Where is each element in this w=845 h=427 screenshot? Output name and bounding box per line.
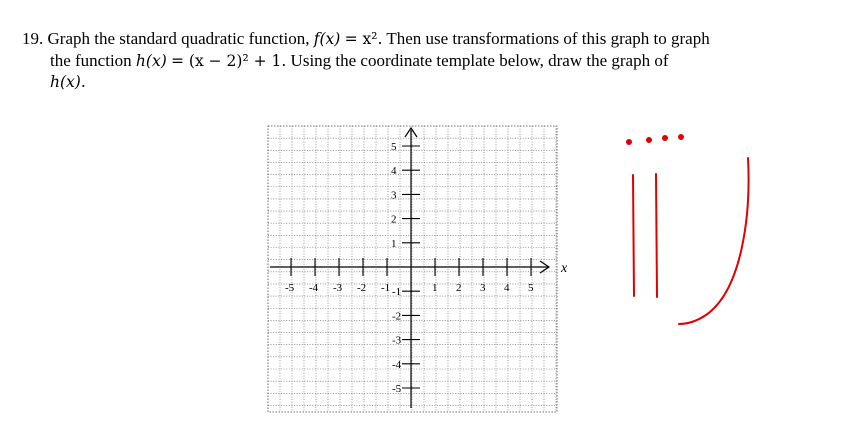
red-dot	[626, 139, 632, 145]
x-tick-label: 5	[528, 282, 534, 294]
y-tick-label: -3	[392, 334, 402, 347]
x-tick-label: 4	[504, 282, 510, 294]
x-tick-label: -4	[309, 282, 319, 294]
x-tick-label: 2	[456, 282, 462, 294]
function-h-equation: = (x − 2)² + 1.	[171, 52, 287, 70]
x-axis-label: x	[561, 261, 568, 276]
y-tick-label: -4	[392, 358, 402, 371]
red-vertical-line-1	[633, 175, 634, 296]
function-h-label: h(x)	[135, 52, 167, 70]
y-tick-label: -5	[392, 383, 402, 395]
x-tick-label: -2	[357, 282, 367, 294]
x-tick-label: -5	[285, 282, 295, 294]
red-curve	[679, 158, 749, 324]
y-tick-label: -2	[392, 310, 402, 323]
y-tick-label: 4	[391, 165, 397, 178]
x-tick-label: -3	[333, 282, 343, 294]
problem-number: 19.	[22, 29, 44, 48]
red-dot	[662, 135, 668, 141]
y-tick-label: -1	[392, 286, 402, 299]
function-f-equation: = x².	[344, 30, 383, 48]
x-tick-label: -1	[381, 282, 391, 294]
y-tick-label: 1	[391, 237, 397, 250]
x-tick-label: 3	[480, 282, 486, 294]
red-dot	[646, 137, 652, 143]
problem-text-1a: Graph the standard quadratic function,	[47, 29, 310, 48]
y-tick-label: 3	[391, 189, 397, 202]
problem-line-3: h(x).	[50, 73, 86, 91]
y-tick-label: 5	[391, 141, 397, 153]
problem-text-2a: the function	[50, 51, 132, 70]
red-dot	[678, 134, 684, 140]
y-tick-label: 2	[391, 213, 397, 226]
problem-text-2b: Using the coordinate template below, draw the graph of	[290, 51, 669, 70]
problem-text-1b: Then use transformations of this graph to graph	[386, 29, 710, 48]
function-f-label: f(x)	[313, 30, 341, 48]
x-tick-label: 1	[432, 282, 438, 294]
red-vertical-line-2	[656, 174, 657, 297]
red-dots	[626, 134, 684, 145]
